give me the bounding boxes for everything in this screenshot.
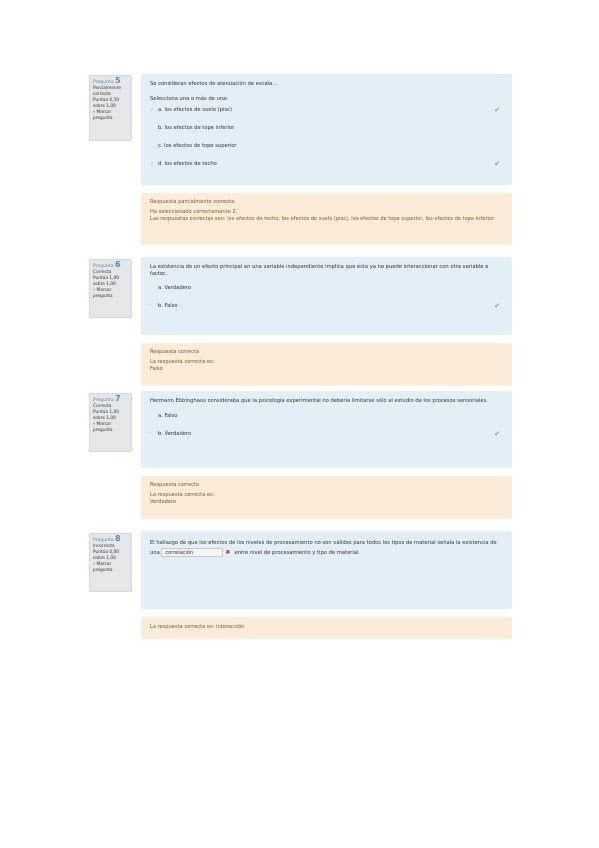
flag-question-button[interactable] bbox=[93, 422, 128, 434]
answer-option[interactable] bbox=[150, 137, 503, 155]
feedback-box bbox=[141, 476, 512, 519]
incorrect-x-icon: ✖ bbox=[225, 549, 231, 556]
flag-icon: ▾ bbox=[93, 288, 96, 293]
feedback-status: Respuesta correcta bbox=[150, 482, 200, 488]
correct-check-icon: ✔ bbox=[494, 106, 500, 114]
question-number: 8 bbox=[115, 534, 121, 543]
feedback-line: Ha seleccionado correctamente 2. bbox=[150, 208, 238, 215]
feedback-answer: La respuesta correcta es: interacción bbox=[150, 624, 245, 630]
feedback-box bbox=[141, 343, 512, 386]
flag-label: Marcar pregunta bbox=[93, 562, 113, 573]
checkbox-checked-icon[interactable]: ✓ bbox=[150, 161, 155, 167]
correct-check-icon: ✔ bbox=[494, 160, 500, 168]
question-content bbox=[141, 74, 512, 185]
question-score: Puntúa 0,00 sobre 1,00 bbox=[93, 550, 119, 561]
feedback-line: La respuesta correcta es: bbox=[150, 358, 215, 365]
question-info bbox=[89, 533, 132, 592]
answer-input[interactable]: correlación bbox=[161, 548, 223, 557]
feedback-box bbox=[141, 193, 512, 245]
question-score: Puntúa 0,50 sobre 1,00 bbox=[93, 98, 119, 109]
answer-option[interactable] bbox=[150, 279, 503, 297]
radio-selected-icon[interactable]: · bbox=[150, 430, 152, 437]
question-number: 6 bbox=[115, 260, 121, 269]
question-content bbox=[141, 391, 512, 468]
option-label: b. Verdadero bbox=[158, 431, 192, 437]
question-text: Hermann Ebbinghaus consideraba que la psicología experimental no debería limitarse sólo al estudio de los procesos sensoriales. bbox=[150, 398, 488, 404]
question-state: Parcialmente correcta bbox=[93, 86, 121, 97]
flag-label: Marcar pregunta bbox=[93, 288, 113, 299]
flag-question-button[interactable] bbox=[93, 288, 128, 300]
flag-question-button[interactable] bbox=[93, 562, 128, 574]
question-content bbox=[141, 257, 512, 335]
option-label: b. Falso bbox=[158, 303, 178, 309]
question-score: Puntúa 1,00 sobre 1,00 bbox=[93, 410, 119, 421]
answer-option[interactable] bbox=[150, 297, 503, 315]
correct-check-icon: ✔ bbox=[494, 302, 500, 310]
answer-option[interactable] bbox=[150, 119, 503, 137]
question-label: Pregunta bbox=[93, 398, 114, 403]
question-state: Correcta bbox=[93, 270, 112, 275]
radio-selected-icon[interactable]: · bbox=[150, 302, 152, 309]
option-label: a. Verdadero bbox=[158, 285, 192, 291]
checkbox-checked-icon[interactable]: ✓ bbox=[150, 107, 155, 113]
question-number: 5 bbox=[115, 76, 121, 85]
flag-label: Marcar pregunta bbox=[93, 110, 113, 121]
question-info bbox=[89, 75, 132, 141]
feedback-status: Respuesta parcialmente correcta. bbox=[150, 199, 236, 205]
correct-check-icon: ✔ bbox=[494, 430, 500, 438]
option-label: b. los efectos de tope inferior bbox=[158, 125, 235, 131]
question-content bbox=[141, 531, 512, 609]
answer-option[interactable] bbox=[150, 425, 503, 443]
question-number: 7 bbox=[115, 394, 121, 403]
feedback-status: Respuesta correcta bbox=[150, 349, 200, 355]
feedback-line: La respuesta correcta es: bbox=[150, 491, 215, 498]
question-label: Pregunta bbox=[93, 538, 114, 543]
feedback-answer: Falso bbox=[150, 365, 163, 372]
question-state: Incorrecta bbox=[93, 544, 115, 549]
option-label: a. los efectos de suelo (pisc) bbox=[158, 107, 232, 113]
feedback-answer: Verdadero bbox=[150, 498, 177, 505]
flag-label: Marcar pregunta bbox=[93, 422, 113, 433]
question-label: Pregunta bbox=[93, 264, 114, 269]
answer-option[interactable] bbox=[150, 101, 503, 119]
question-score: Puntúa 1,00 sobre 1,00 bbox=[93, 276, 119, 287]
option-label: d. los efectos de techo bbox=[158, 161, 217, 167]
flag-icon: ▾ bbox=[93, 422, 96, 427]
question-text-after: entre nivel de procesamiento y tipo de material. bbox=[234, 550, 361, 556]
flag-icon: ▾ bbox=[93, 110, 96, 115]
flag-icon: ▾ bbox=[93, 562, 96, 567]
option-label: c. los efectos de tope superior bbox=[158, 143, 237, 149]
question-info bbox=[89, 259, 132, 318]
question-text: Se consideran efectos de atenuación de escala... bbox=[150, 81, 278, 87]
question-instruction: Selecciona una o más de una: bbox=[150, 96, 228, 102]
question-label: Pregunta bbox=[93, 80, 114, 85]
feedback-box bbox=[141, 617, 512, 639]
answer-option[interactable] bbox=[150, 155, 503, 173]
question-state: Correcta bbox=[93, 404, 112, 409]
flag-question-button[interactable] bbox=[93, 110, 128, 122]
question-text: El hallazgo de que los efectos de los niveles de procesamiento no son válidos para todos los tipos de material señala la existencia de una bbox=[150, 540, 497, 556]
question-text: La existencia de un efecto principal en una variable independiente implica que ésta ya no puede interaccionar con otra variable o factor. bbox=[150, 264, 489, 277]
option-label: a. Falso bbox=[158, 413, 178, 419]
answer-option[interactable] bbox=[150, 407, 503, 425]
feedback-line: Las respuestas correctas son: los efectos de techo, los efectos de suelo (pisc), los efectos de tope superior, los efectos de tope inferior bbox=[150, 215, 495, 222]
question-info bbox=[89, 393, 132, 452]
